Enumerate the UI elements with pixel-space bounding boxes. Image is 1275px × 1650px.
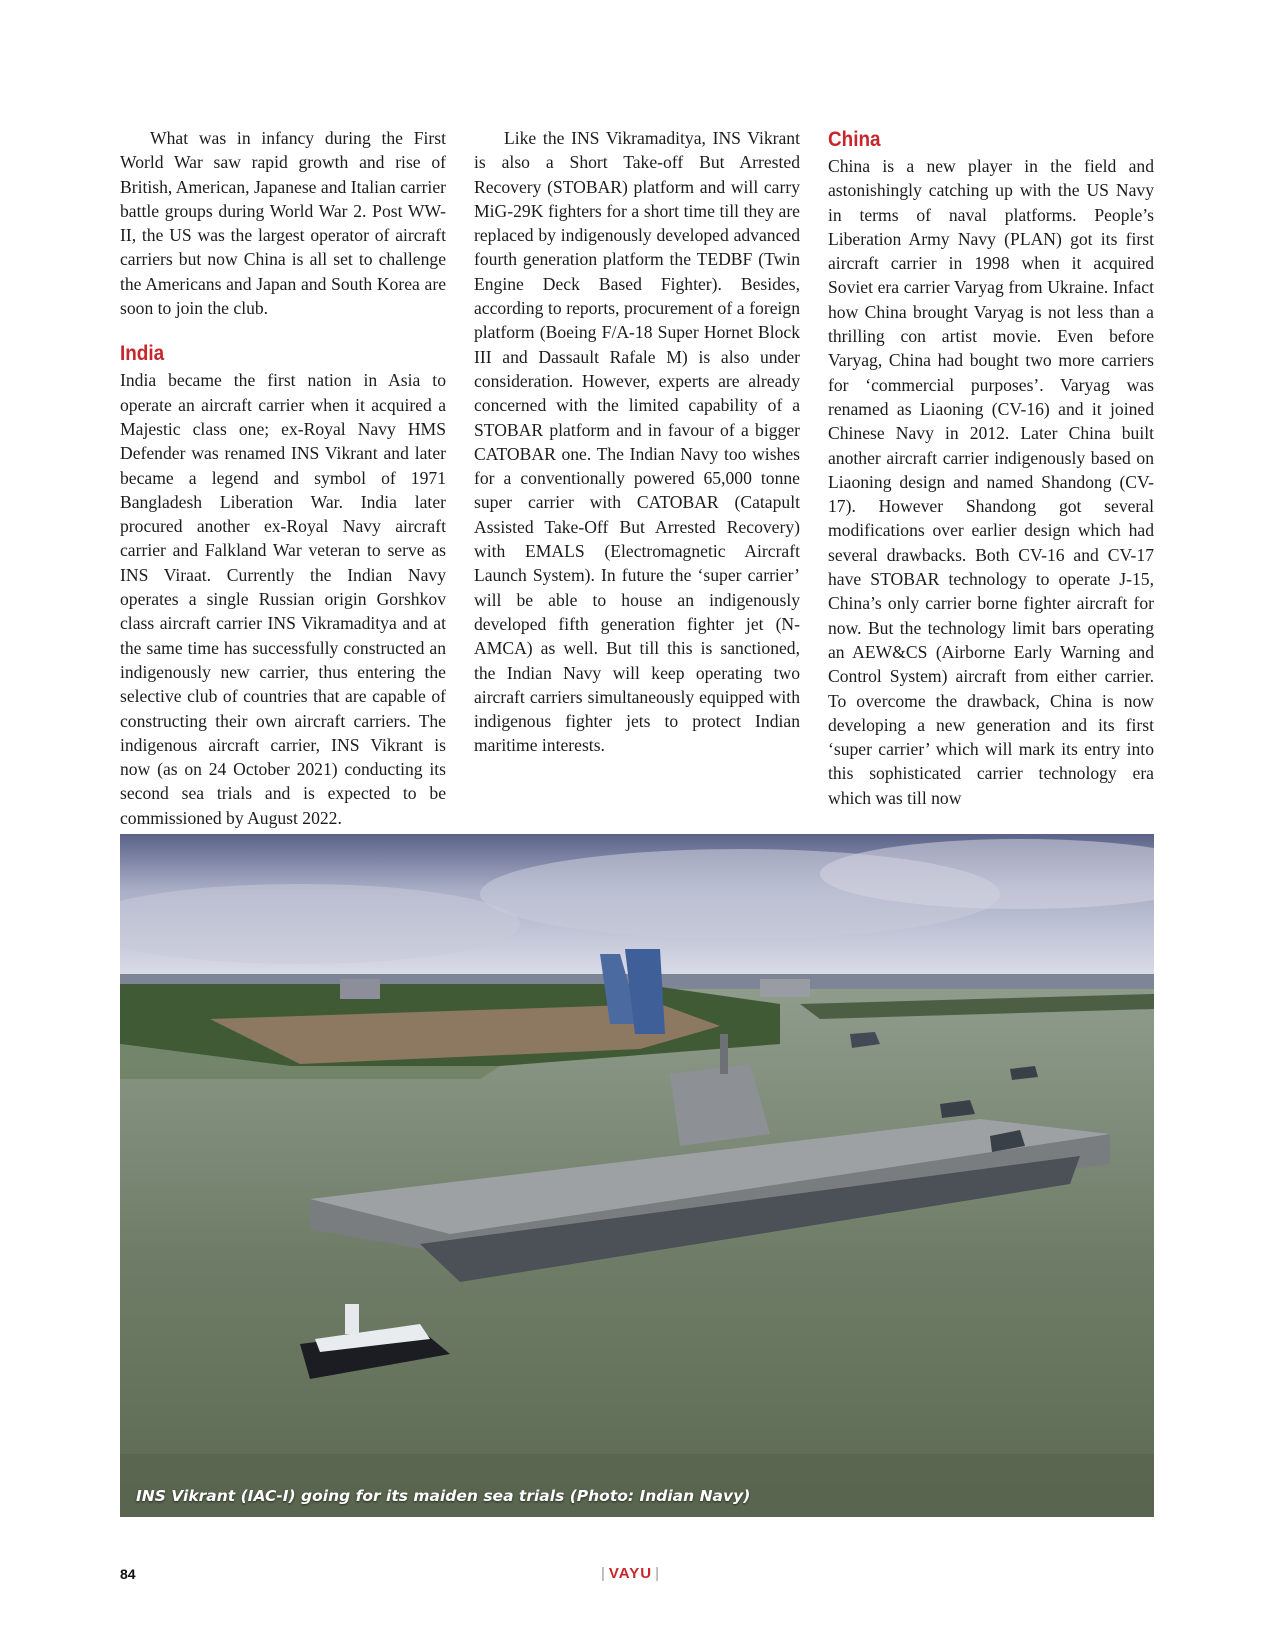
page-number: 84 (120, 1566, 136, 1582)
section-heading-china: China (828, 128, 881, 151)
china-paragraph: China is a new player in the field and astonishingly catching up with the US Navy in terms of naval platforms. People’s Liberation Army Navy (PLAN) got its first aircraft carrier in 1998 when it acquired Soviet era carrier Varyag from Ukraine. Infact how China brought Varyag is not less than a thrilling con artist movie. Even before Varyag, China had bought two more carriers for ‘commercial purposes’. Varyag was renamed as Liaoning (CV-16) and it joined Chinese Navy in 2012. Later China built another aircraft carrier indigenously based on Liaoning design and named Shandong (CV-17). However Shandong got several modifications over earlier design which had several drawbacks. Both CV-16 and CV-17 have STOBAR technology to operate J-15, China’s only carrier borne fighter aircraft for now. But the technology limit bars operating an AEW&CS (Airborne Early Warning and Control System) aircraft from either carrier. To overcome the drawback, China is now developing a new generation and its first ‘super carrier’ which will mark its entry into this sophisticated carrier technology era which was till now (828, 156, 1154, 808)
article-column-3 (828, 126, 1154, 810)
carrier-photo-illustration (120, 834, 1154, 1517)
brand-divider-left: | (601, 1565, 606, 1582)
article-column-2 (474, 126, 800, 758)
magazine-brand (598, 1565, 663, 1582)
brand-divider-right: | (655, 1565, 660, 1582)
stobar-paragraph: Like the INS Vikramaditya, INS Vikrant is also a Short Take-off But Arrested Recovery (STOBAR) platform and will carry MiG-29K fighters for a short time till they are replaced by indigenously developed advanced fourth generation platform the TEDBF (Twin Engine Deck Based Fighter). Besides, according to reports, procurement of a foreign platform (Boeing F/A-18 Super Hornet Block III and Dassault Rafale M) is also under consideration. However, experts are already concerned with the limited capability of a STOBAR platform and in favour of a bigger CATOBAR one. The Indian Navy too wishes for a conventionally powered 65,000 tonne super carrier with CATOBAR (Catapult Assisted Take-Off But Arrested Recovery) with EMALS (Electromagnetic Aircraft Launch System). In future the ‘super carrier’ will be able to house an indigenously developed fifth generation fighter jet (N-AMCA) as well. But till this is sanctioned, the Indian Navy will keep operating two aircraft carriers simultaneously equipped with indigenous fighter jets to protect Indian maritime interests. (474, 128, 800, 756)
carrier-photo (120, 834, 1154, 1517)
section-heading-india: India (120, 342, 165, 366)
photo-caption: INS Vikrant (IAC-I) going for its maiden sea trials (Photo: Indian Navy) (136, 1487, 751, 1505)
intro-paragraph: What was in infancy during the First World War saw rapid growth and rise of British, American, Japanese and Italian carrier battle groups during World War 2. Post WW-II, the US was the largest operator of aircraft carriers but now China is all set to challenge the Americans and Japan and South Korea are soon to join the club. (120, 128, 446, 319)
india-paragraph: India became the first nation in Asia to operate an aircraft carrier when it acquired a Majestic class one; ex-Royal Navy HMS Defender was renamed INS Vikrant and later became a legend and symbol of 1971 Bangladesh Liberation War. India later procured another ex-Royal Navy aircraft carrier and Falkland War veteran to serve as INS Viraat. Currently the Indian Navy operates a single Russian origin Gorshkov class aircraft carrier INS Vikramaditya and at the same time has successfully constructed an indigenously new carrier, thus entering the selective club of countries that are capable of constructing their own aircraft carriers. The indigenous aircraft carrier, INS Vikrant is now (as on 24 October 2021) conducting its second sea trials and is expected to be commissioned by August 2022. (120, 370, 446, 828)
brand-name: VAYU (608, 1565, 653, 1582)
article-column-1 (120, 126, 446, 830)
